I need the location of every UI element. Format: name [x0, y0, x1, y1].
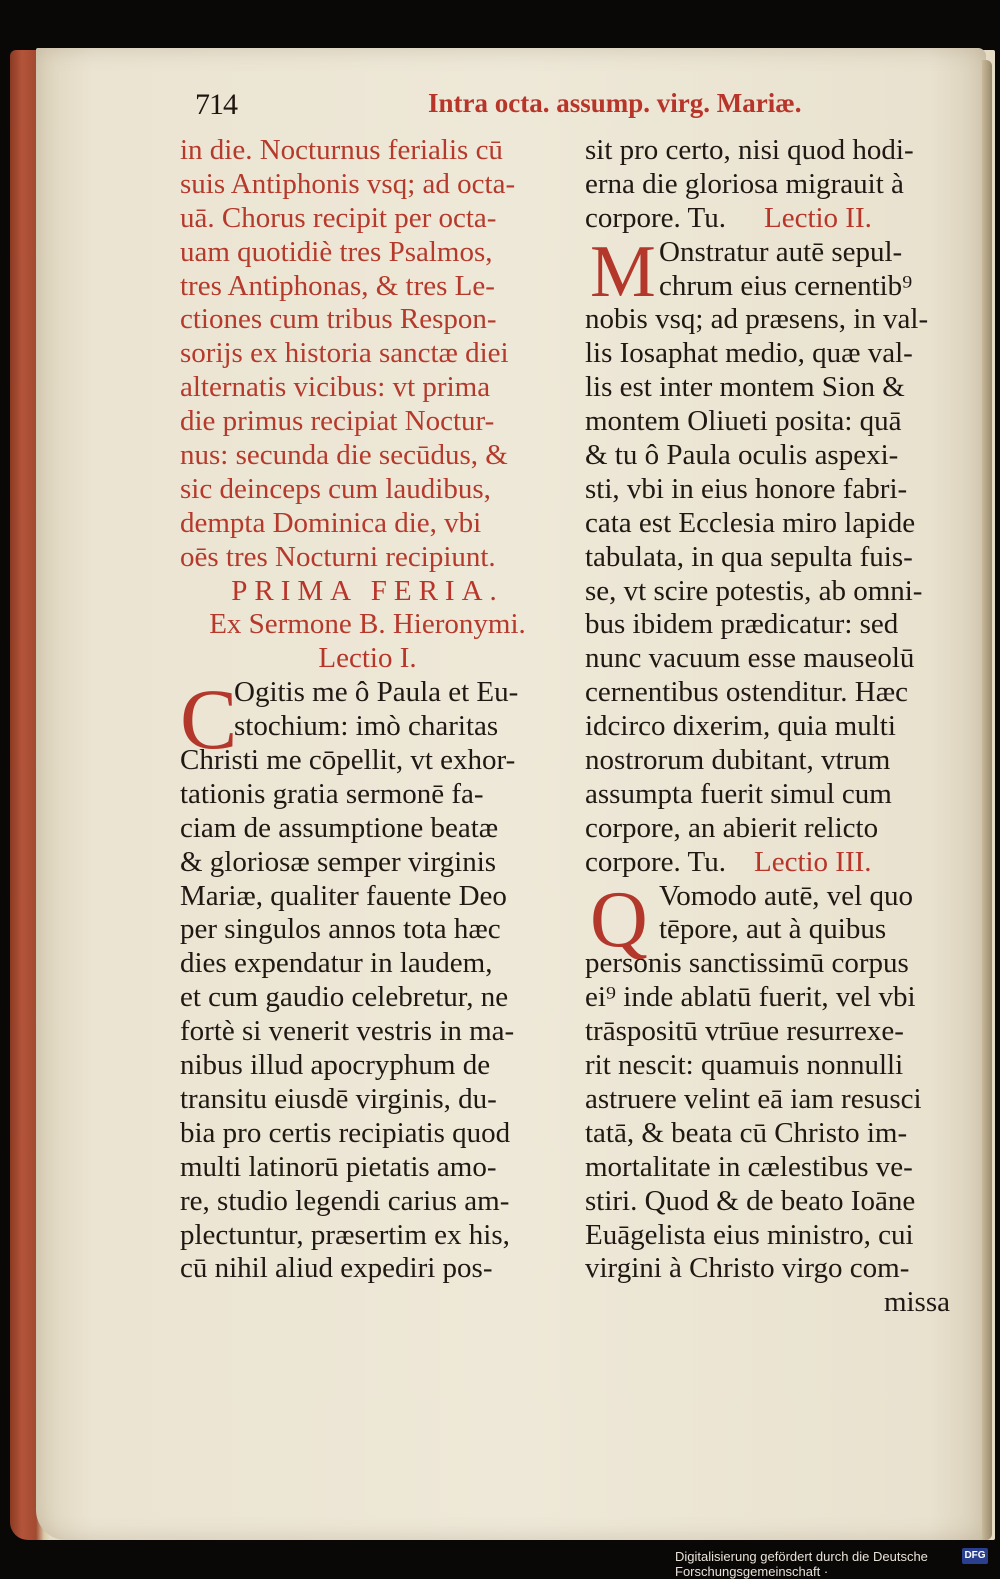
- text-line: tatā, & beata cū Christo im-: [585, 1116, 908, 1149]
- initial-c: C: [180, 671, 238, 767]
- lectio-heading: Lectio I.: [318, 642, 417, 675]
- text-line: bus ibidem prædicatur: sed: [585, 608, 899, 641]
- text-line: re, studio legendi carius am-: [180, 1184, 510, 1217]
- text-line: Euāgelista eius ministro, cui: [585, 1218, 914, 1251]
- text-line: rit nescit: quamuis nonnulli: [585, 1049, 904, 1082]
- text-line: lis Iosaphat medio, quæ val-: [585, 337, 913, 370]
- text-line: nostrorum dubitant, vtrum: [585, 744, 891, 777]
- rubric-line: alternatis vicibus: vt prima: [180, 371, 491, 404]
- text-line: transitu eiusdē virginis, du-: [180, 1082, 497, 1115]
- lectio-line: [585, 846, 960, 880]
- text-line: nobis vsq; ad præsens, in val-: [585, 303, 929, 336]
- text-line: ei⁹ inde ablatū fuerit, vel vbi: [585, 981, 916, 1014]
- text-line: tēpore, aut à quibus: [659, 913, 887, 946]
- page-number: 714: [195, 88, 237, 121]
- rubric-line: uā. Chorus recipit per octa-: [180, 201, 497, 234]
- text-line: sit pro certo, nisi quod hodi-: [585, 134, 914, 166]
- rubric-line: in die. Nocturnus ferialis cū: [180, 134, 503, 166]
- rubric-line: ctiones cum tribus Respon-: [180, 303, 497, 336]
- running-title: Intra octa. assump. virg. Mariæ.: [428, 88, 802, 118]
- lectio-heading: Lectio III.: [753, 845, 872, 878]
- text-line: tationis gratia sermonē fa-: [180, 777, 484, 810]
- rubric-line: tres Antiphonas, & tres Le-: [180, 269, 495, 302]
- text-line: nunc vacuum esse mauseolū: [585, 642, 915, 675]
- text-line: lis est inter montem Sion &: [585, 371, 905, 404]
- text-line: Ogitis me ô Paula et Eu-: [234, 676, 519, 709]
- text-line: stiri. Quod & de beato Ioāne: [585, 1184, 916, 1217]
- text-line: dies expendatur in laudem,: [180, 947, 493, 980]
- text-line: Vomodo autē, vel quo: [659, 879, 913, 912]
- page-fore-edge: [982, 60, 992, 1540]
- text-line: montem Oliueti posita: quā: [585, 405, 902, 438]
- initial-m: M: [590, 231, 656, 313]
- source-heading: Ex Sermone B. Hieronymi.: [209, 608, 526, 641]
- text-line: stochium: imò charitas: [234, 710, 499, 743]
- text-line: tabulata, in qua sepulta fuis-: [585, 540, 913, 573]
- text-line: idcirco dixerim, quia multi: [585, 710, 896, 743]
- text-line: ciam de assumptione beatæ: [180, 811, 499, 844]
- text-line: corpore, an abierit relicto: [585, 811, 879, 844]
- text-line: se, vt scire potestis, ab omni-: [585, 574, 923, 607]
- initial-q: Q: [590, 876, 648, 964]
- lectio-heading: Lectio II.: [763, 201, 872, 234]
- text-line: & gloriosæ semper virginis: [180, 845, 497, 878]
- text-line: virgini à Christo virgo com-: [585, 1252, 910, 1285]
- text-line: bia pro certis recipiatis quod: [180, 1116, 511, 1149]
- text-line: et cum gaudio celebretur, ne: [180, 981, 509, 1014]
- text-fragment: corpore. Tu.: [585, 845, 726, 878]
- rubric-line: die primus recipiat Noctur-: [180, 405, 495, 438]
- digitization-credit: Digitalisierung gefördert durch die Deutsche Forschungsgemeinschaft ·: [675, 1549, 928, 1579]
- text-line: sti, vbi in eius honore fabri-: [585, 472, 908, 505]
- text-line: plectuntur, præsertim ex his,: [180, 1218, 510, 1251]
- text-line: cū nihil aliud expediri pos-: [180, 1252, 493, 1285]
- text-line: trāspositū vtrūue resurrexe-: [585, 1015, 904, 1048]
- text-line: personis sanctissimū corpus: [585, 947, 909, 980]
- rubric-line: uam quotidiè tres Psalmos,: [180, 235, 493, 268]
- rubric-line: sic deinceps cum laudibus,: [180, 472, 491, 505]
- rubric-line: nus: secunda die secūdus, &: [180, 439, 508, 472]
- text-line: nibus illud apocryphum de: [180, 1049, 491, 1082]
- rubric-line: dempta Dominica die, vbi: [180, 506, 482, 539]
- rubric-line: oēs tres Nocturni recipiunt.: [180, 540, 496, 573]
- text-line: per singulos annos tota hæc: [180, 913, 501, 946]
- catchword: missa: [883, 1286, 950, 1319]
- rubric-line: sorijs ex historia sanctæ diei: [180, 337, 509, 370]
- text-line: Onstratur autē sepul-: [659, 235, 903, 268]
- text-line: Christi me cōpellit, vt exhor-: [180, 744, 516, 777]
- text-line: mortalitate in cælestibus ve-: [585, 1150, 913, 1183]
- text-fragment: corpore. Tu.: [585, 201, 726, 234]
- text-line: assumpta fuerit simul cum: [585, 777, 892, 810]
- text-line: erna die gloriosa migrauit à: [585, 167, 904, 200]
- section-heading: PRIMA FERIA.: [231, 574, 504, 607]
- dfg-logo: DFG: [962, 1548, 988, 1564]
- text-line: chrum eius cernentib⁹: [659, 269, 913, 302]
- text-line: astruere velint eā iam resusci: [585, 1082, 922, 1115]
- text-line: Mariæ, qualiter fauente Deo: [180, 879, 507, 912]
- text-line: fortè si venerit vestris in ma-: [180, 1015, 515, 1048]
- text-line: multi latinorū pietatis amo-: [180, 1150, 497, 1183]
- text-line: & tu ô Paula oculis aspexi-: [585, 439, 899, 472]
- text-line: cernentibus ostenditur. Hæc: [585, 676, 908, 709]
- rubric-line: suis Antiphonis vsq; ad octa-: [180, 167, 516, 200]
- text-line: cata est Ecclesia miro lapide: [585, 506, 916, 539]
